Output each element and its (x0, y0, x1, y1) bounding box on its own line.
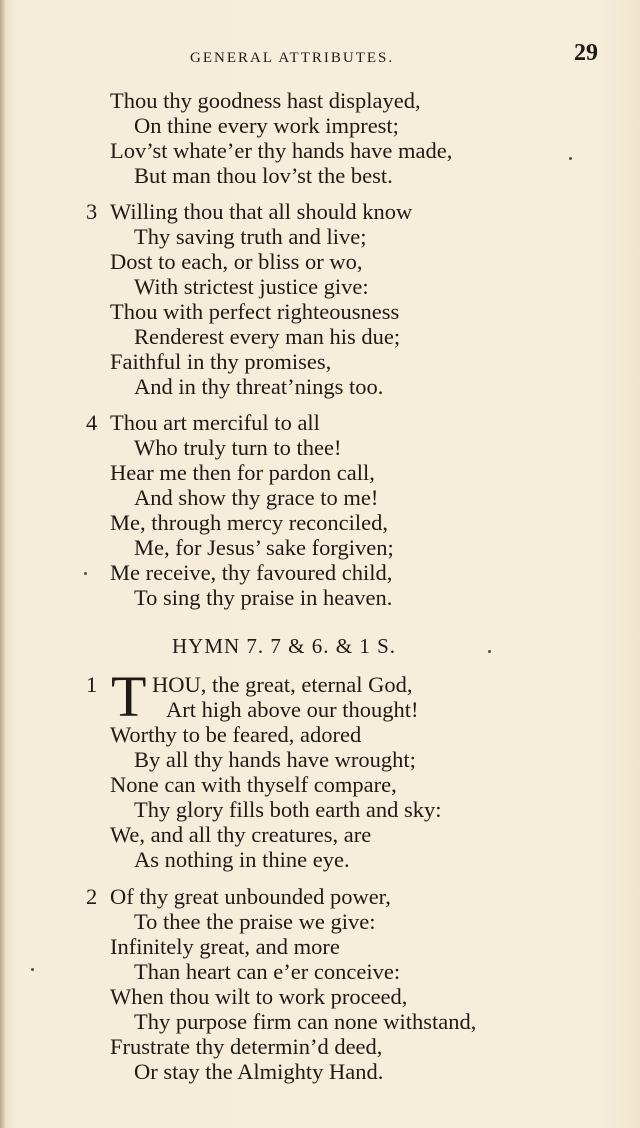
verse-line: Infinitely great, and more (110, 934, 340, 959)
stanza-number: 4 (86, 410, 98, 435)
verse-line: Thy purpose firm can none withstand, (134, 1009, 477, 1034)
paper-speck (488, 650, 491, 653)
page-spine-shadow (0, 0, 6, 1128)
page-number: 29 (574, 40, 598, 66)
verse-line: And in thy threat’nings too. (134, 374, 384, 399)
verse-line: Thy glory fills both earth and sky: (134, 797, 442, 822)
verse-line: With strictest justice give: (134, 274, 369, 299)
verse-line: Who truly turn to thee! (134, 435, 342, 460)
stanza-number: 2 (86, 884, 98, 909)
paper-speck (31, 968, 34, 971)
verse-line: Worthy to be feared, adored (110, 722, 362, 747)
verse-line: To thee the praise we give: (134, 909, 376, 934)
verse-line: Hear me then for pardon call, (110, 460, 375, 485)
verse-line: But man thou lov’st the best. (134, 163, 393, 188)
verse-line: We, and all thy creatures, are (110, 822, 372, 847)
verse-line: Art high above our thought! (166, 697, 419, 722)
verse-line: Thou thy goodness hast displayed, (110, 88, 421, 113)
verse-line: Thy saving truth and live; (134, 224, 367, 249)
running-head: GENERAL ATTRIBUTES. (190, 50, 395, 66)
verse-line: Dost to each, or bliss or wo, (110, 249, 363, 274)
verse-line: Lov’st whate’er thy hands have made, (110, 138, 453, 163)
verse-line: HOU, the great, eternal God, (152, 672, 413, 697)
stanza-number: 3 (86, 199, 98, 224)
verse-line: As nothing in thine eye. (134, 847, 350, 872)
verse-line: Me receive, thy favoured child, (110, 560, 393, 585)
verse-line: None can with thyself compare, (110, 772, 397, 797)
verse-line: And show thy grace to me! (134, 485, 379, 510)
verse-line: Faithful in thy promises, (110, 349, 332, 374)
verse-line: Me, through mercy reconciled, (110, 510, 389, 535)
paper-speck (84, 572, 87, 575)
verse-line: Frustrate thy determin’d deed, (110, 1034, 383, 1059)
drop-cap: T (111, 664, 147, 729)
verse-line: Thou with perfect righteousness (110, 299, 400, 324)
verse-line: On thine every work imprest; (134, 113, 399, 138)
stanza-number: 1 (86, 672, 98, 697)
verse-line: Renderest every man his due; (134, 324, 401, 349)
verse-line: To sing thy praise in heaven. (134, 585, 393, 610)
verse-line: Thou art merciful to all (110, 410, 320, 435)
verse-line: By all thy hands have wrought; (134, 747, 416, 772)
verse-line: Willing thou that all should know (110, 199, 413, 224)
verse-line: When thou wilt to work proceed, (110, 984, 408, 1009)
verse-line: Me, for Jesus’ sake forgiven; (134, 535, 394, 560)
paper-speck (569, 157, 572, 160)
verse-line: Or stay the Almighty Hand. (134, 1059, 384, 1084)
verse-line: Than heart can e’er conceive: (134, 959, 401, 984)
hymn-title: HYMN 7. 7 & 6. & 1 S. (172, 634, 397, 658)
verse-line: Of thy great unbounded power, (110, 884, 391, 909)
